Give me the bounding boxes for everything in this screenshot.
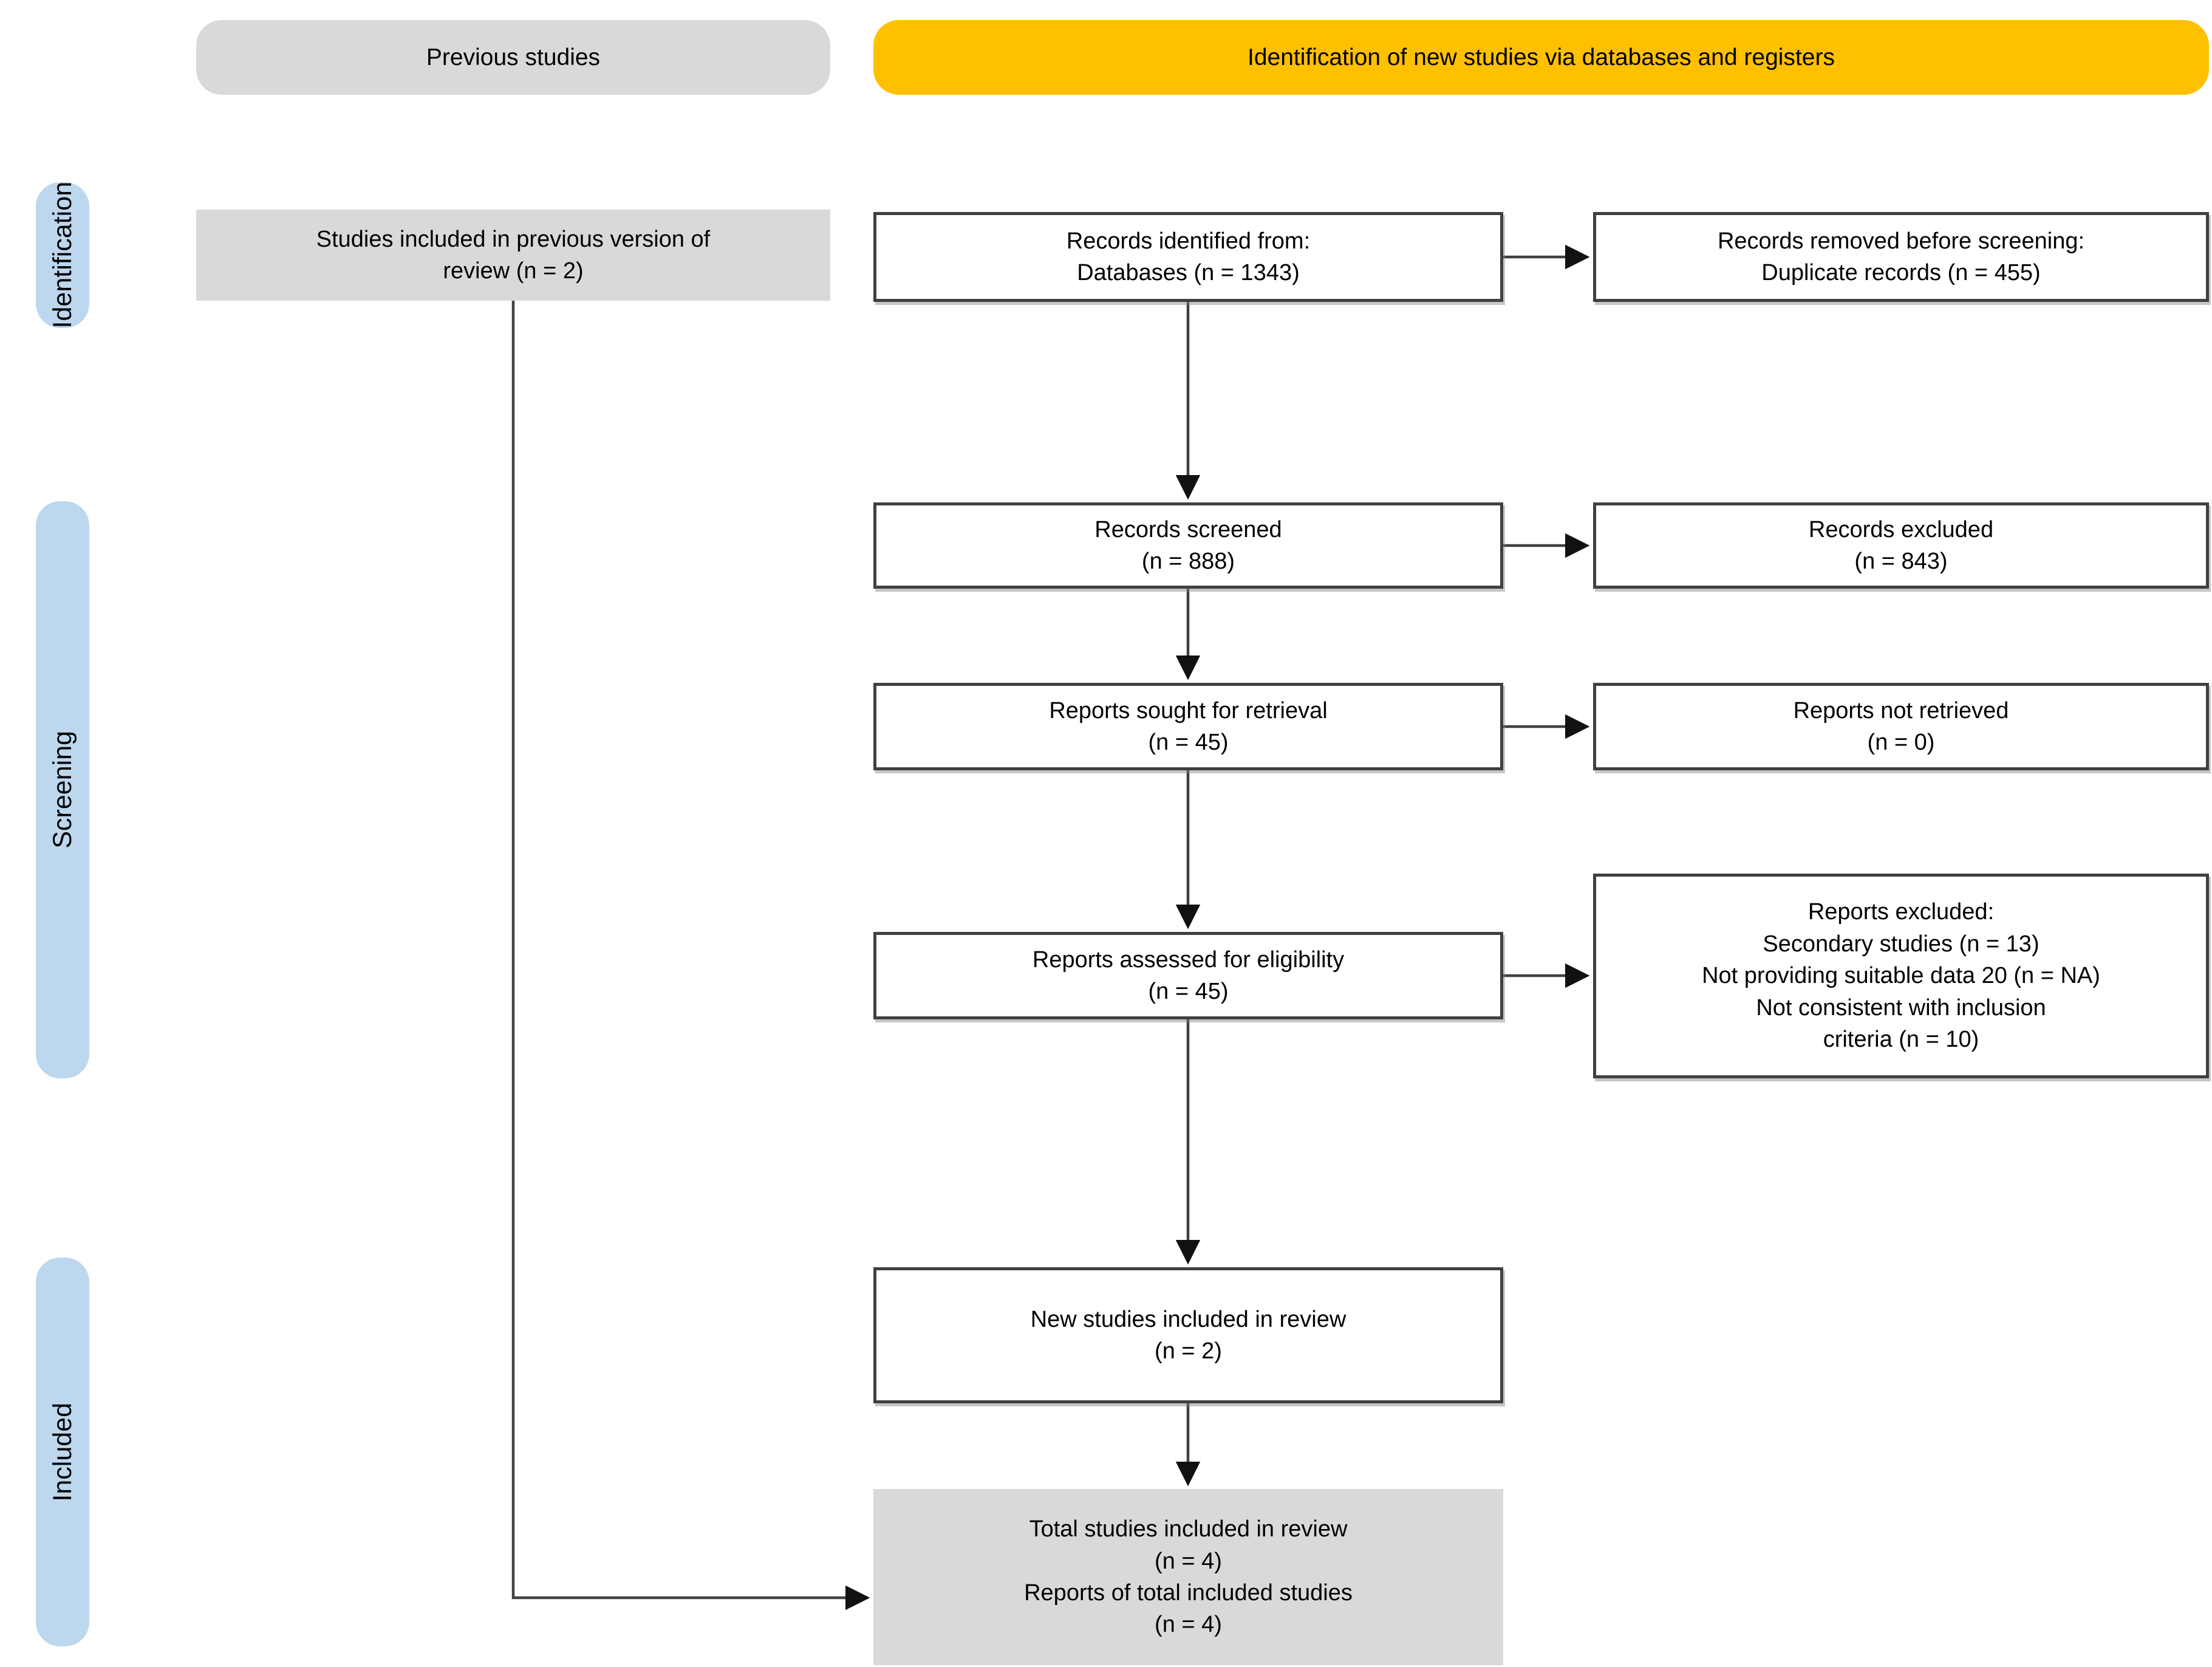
box-text-line: Reports of total included studies [1024,1580,1353,1606]
stage-label-identification-text: Identification [47,182,77,329]
header-new-studies [873,20,2209,95]
box-text-line: (n = 4) [1155,1612,1222,1638]
box-text-line: Not consistent with inclusion [1756,994,2046,1021]
box-text-line: Databases (n = 1343) [1077,260,1300,286]
stage-label-screening [36,501,89,1078]
box-text-line: (n = 45) [1148,730,1229,755]
stage-label-included [36,1258,89,1646]
box-text-line: (n = 45) [1148,979,1229,1004]
box-text-line: criteria (n = 10) [1823,1027,1979,1053]
box-text-line: Records excluded [1808,516,1994,543]
box-text-line: Reports assessed for eligibility [1032,946,1345,973]
box-text-line: Duplicate records (n = 455) [1761,260,2041,286]
box-text-line: Secondary studies (n = 13) [1763,931,2040,957]
header-previous-studies-label: Previous studies [426,44,601,70]
box-text-line: Reports sought for retrieval [1049,697,1328,724]
header-previous-studies [196,20,830,95]
reports-excluded-box [1593,874,2209,1078]
reports-sought-box [873,683,1503,770]
reports-not-retrieved-box [1593,683,2209,770]
records-screened-box [873,502,1503,589]
box-text-line: Reports not retrieved [1793,697,2009,724]
box-text-line: review (n = 2) [443,258,584,284]
arrow-previous-to-total [513,301,848,1598]
box-text-line: New studies included in review [1030,1306,1347,1332]
box-text-line: (n = 888) [1141,549,1235,574]
box-text-line: (n = 2) [1155,1338,1222,1364]
box-text-line: Total studies included in review [1029,1516,1348,1542]
box-text-line: (n = 843) [1854,549,1948,574]
box-text-line: Records identified from: [1066,228,1311,254]
header-new-studies-label: Identification of new studies via databases and registers [1248,44,1835,70]
stage-label-screening-text: Screening [47,731,77,849]
stage-label-included-text: Included [47,1402,77,1502]
reports-assessed-box [873,932,1503,1019]
box-text-line: Records removed before screening: [1717,228,2085,254]
box-text-line: Studies included in previous version of [316,226,711,252]
previous-version-box [196,210,830,301]
new-studies-included-box [873,1267,1503,1403]
total-included-box [873,1489,1503,1665]
records-removed-box [1593,212,2209,302]
records-excluded-box [1593,502,2209,589]
box-text-line: Not providing suitable data 20 (n = NA) [1702,963,2100,989]
box-text-line: Records screened [1094,516,1282,543]
box-text-line: (n = 4) [1155,1548,1222,1574]
box-text-line: (n = 0) [1867,730,1935,755]
records-identified-box [873,212,1503,302]
box-text-line: Reports excluded: [1807,899,1995,925]
stage-label-identification [36,182,89,328]
